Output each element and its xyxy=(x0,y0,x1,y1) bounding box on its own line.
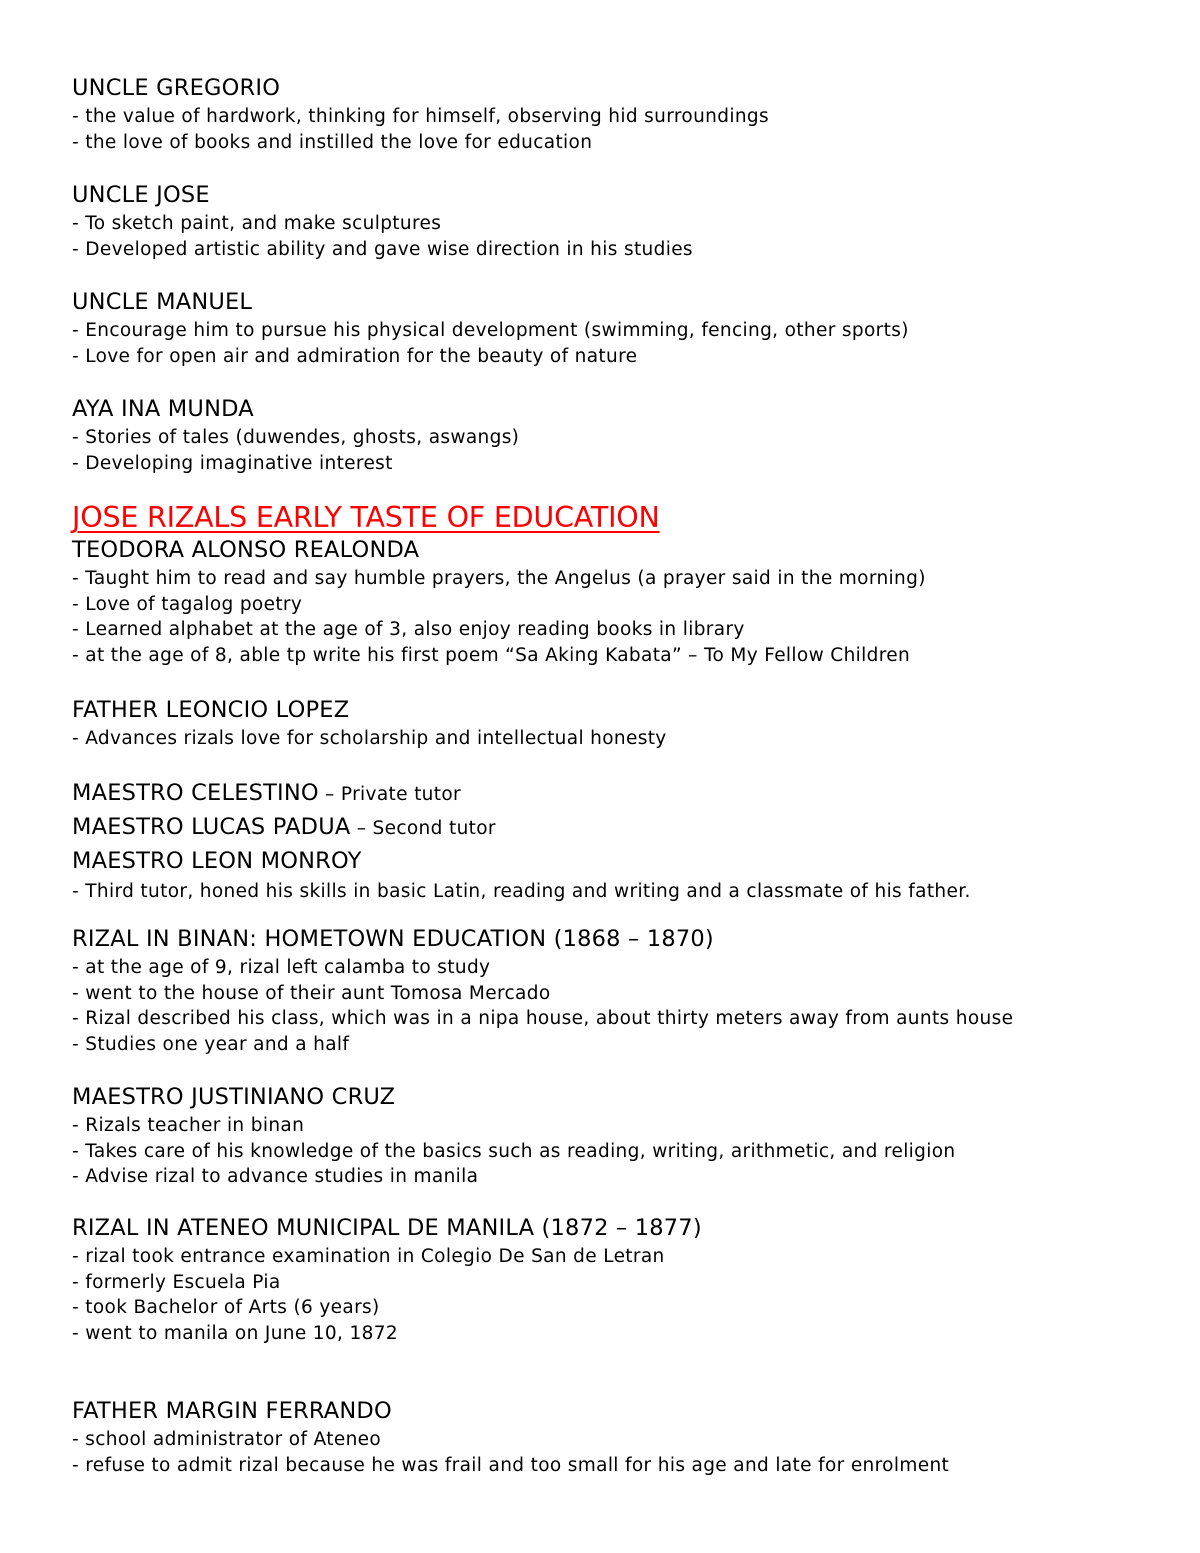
list-item: - Stories of tales (duwendes, ghosts, aswangs) xyxy=(72,427,520,448)
section-heading: RIZAL IN ATENEO MUNICIPAL DE MANILA (1872 – 1877) xyxy=(72,1215,702,1241)
list-item: - Developing imaginative interest xyxy=(72,452,393,474)
section-heading: AYA INA MUNDA xyxy=(72,396,254,422)
section-uncle-jose xyxy=(72,179,1172,262)
list-item: - Taught him to read and say humble prayers, the Angelus (a prayer said in the morning) xyxy=(72,568,926,589)
section-aya-ina-munda xyxy=(72,393,1172,476)
list-item: - Third tutor, honed his skills in basic Latin, reading and writing and a classmate of his father. xyxy=(72,881,971,902)
section-father-margin-ferrando xyxy=(72,1395,1172,1478)
list-item: - To sketch paint, and make sculptures xyxy=(72,213,442,234)
tutor-name: MAESTRO LEON MONROY xyxy=(72,848,362,874)
list-item: - Love of tagalog poetry xyxy=(72,593,303,615)
list-item: - Rizal described his class, which was in a nipa house, about thirty meters away from aunts house xyxy=(72,1008,1014,1030)
section-maestro-justiniano-cruz xyxy=(72,1081,1172,1190)
list-item: - took Bachelor of Arts (6 years) xyxy=(72,1297,380,1319)
section-rizal-in-ateneo xyxy=(72,1212,1172,1346)
section-heading: MAESTRO JUSTINIANO CRUZ xyxy=(72,1084,396,1110)
tutor-desc: – Private tutor xyxy=(318,784,461,805)
list-item: - formerly Escuela Pia xyxy=(72,1271,281,1293)
section-heading: FATHER LEONCIO LOPEZ xyxy=(72,697,350,723)
section-early-education xyxy=(72,499,1172,668)
list-item: - went to the house of their aunt Tomosa Mercado xyxy=(72,982,551,1004)
section-heading: TEODORA ALONSO REALONDA xyxy=(72,537,420,563)
tutor-name: MAESTRO LUCAS PADUA xyxy=(72,814,351,840)
section-rizal-in-binan xyxy=(72,923,1172,1057)
section-tutors xyxy=(72,777,1172,905)
section-heading: UNCLE JOSE xyxy=(72,182,210,208)
list-item: - Rizals teacher in binan xyxy=(72,1115,305,1136)
list-item: - rizal took entrance examination in Colegio De San de Letran xyxy=(72,1246,665,1267)
tutor-line xyxy=(72,777,1172,811)
list-item: - at the age of 8, able tp write his first poem “Sa Aking Kabata” – To My Fellow Children xyxy=(72,644,911,666)
tutor-line xyxy=(72,811,1172,845)
list-item: - the love of books and instilled the love for education xyxy=(72,131,593,153)
list-item: - went to manila on June 10, 1872 xyxy=(72,1322,398,1344)
tutor-name: MAESTRO CELESTINO xyxy=(72,780,319,806)
list-item: - Takes care of his knowledge of the basics such as reading, writing, arithmetic, and religion xyxy=(72,1140,956,1162)
list-item: - refuse to admit rizal because he was frail and too small for his age and late for enrolment xyxy=(72,1454,950,1476)
chapter-title: JOSE RIZALS EARLY TASTE OF EDUCATION xyxy=(72,501,660,534)
list-item: - Advances rizals love for scholarship and intellectual honesty xyxy=(72,728,667,749)
section-uncle-gregorio xyxy=(72,72,1172,155)
tutor-line xyxy=(72,845,1172,879)
section-uncle-manuel xyxy=(72,286,1172,369)
section-heading: UNCLE GREGORIO xyxy=(72,75,281,101)
list-item: - Developed artistic ability and gave wise direction in his studies xyxy=(72,238,693,260)
section-father-leoncio-lopez xyxy=(72,694,1172,752)
section-heading: RIZAL IN BINAN: HOMETOWN EDUCATION (1868 – 1870) xyxy=(72,926,714,952)
tutor-desc: – Second tutor xyxy=(350,818,496,839)
list-item: - Learned alphabet at the age of 3, also enjoy reading books in library xyxy=(72,619,745,641)
section-heading: FATHER MARGIN FERRANDO xyxy=(72,1398,392,1424)
list-item: - Advise rizal to advance studies in manila xyxy=(72,1166,479,1188)
list-item: - Love for open air and admiration for the beauty of nature xyxy=(72,345,638,367)
list-item: - Studies one year and a half xyxy=(72,1033,350,1055)
list-item: - Encourage him to pursue his physical development (swimming, fencing, other sports) xyxy=(72,320,909,341)
list-item: - school administrator of Ateneo xyxy=(72,1429,382,1450)
list-item: - the value of hardwork, thinking for himself, observing hid surroundings xyxy=(72,106,769,127)
list-item: - at the age of 9, rizal left calamba to study xyxy=(72,957,491,978)
section-heading: UNCLE MANUEL xyxy=(72,289,253,315)
